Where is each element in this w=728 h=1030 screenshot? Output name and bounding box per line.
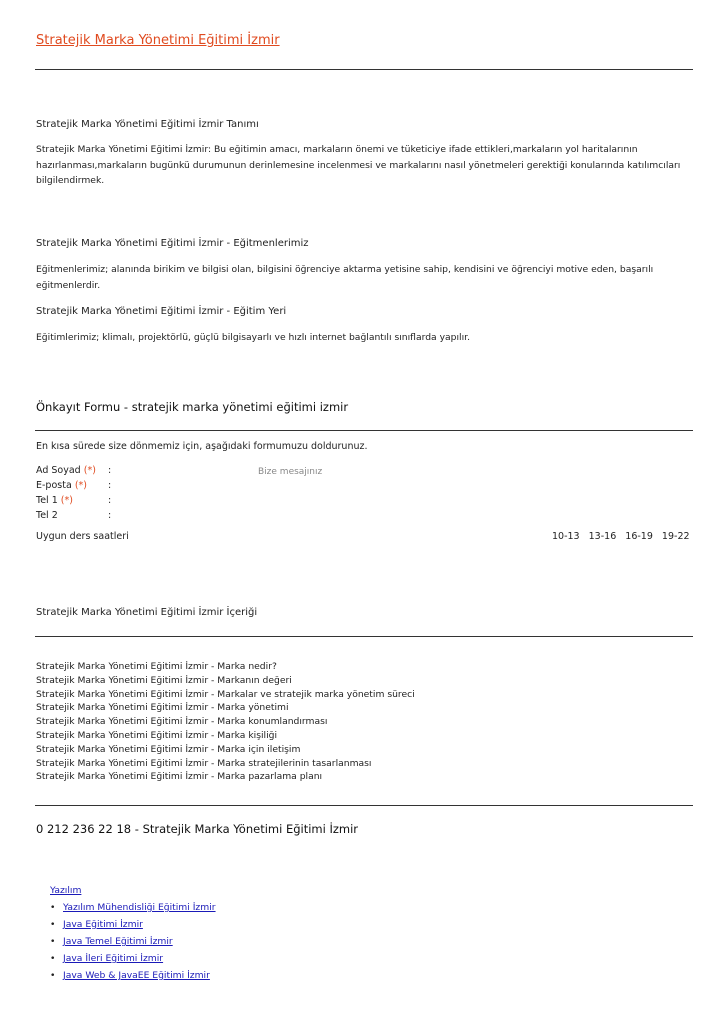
hour-option[interactable]: 16-19	[625, 531, 653, 542]
teachers-text: Eğitmenlerimiz; alanında birikim ve bilgisi olan, bilgisini öğrenciye aktarma yetisine sahip, kendisini ve öğrenciyi motive eden, başarılı eğitmenlerdir.	[36, 264, 654, 291]
footer-link[interactable]: Java Web & JavaEE Eğitimi İzmir	[63, 970, 210, 981]
definition-heading: Stratejik Marka Yönetimi Eğitimi İzmir Tanımı	[36, 119, 259, 130]
list-item: Stratejik Marka Yönetimi Eğitimi İzmir - Marka konumlandırması	[36, 716, 328, 728]
list-item: Stratejik Marka Yönetimi Eğitimi İzmir - Marka stratejilerinin tasarlanması	[36, 757, 372, 769]
footer-link-list	[50, 899, 216, 984]
footer-links	[50, 882, 216, 984]
colon: :	[108, 465, 112, 476]
contact-title: 0 212 236 22 18 - Stratejik Marka Yönetimi Eğitimi İzmir	[36, 822, 359, 836]
list-item: Stratejik Marka Yönetimi Eğitimi İzmir - Markanın değeri	[36, 674, 292, 686]
page-title-link[interactable]: Stratejik Marka Yönetimi Eğitimi İzmir	[36, 33, 280, 48]
message-textarea[interactable]: Bize mesajınız	[258, 467, 323, 477]
colon: :	[108, 480, 112, 491]
footer-link[interactable]: Java Eğitimi İzmir	[63, 919, 143, 930]
list-item: Stratejik Marka Yönetimi Eğitimi İzmir - Marka pazarlama planı	[36, 771, 323, 783]
divider	[35, 805, 693, 806]
hour-option[interactable]: 13-16	[588, 531, 617, 542]
list-item: Stratejik Marka Yönetimi Eğitimi İzmir - Marka kişiliği	[36, 729, 278, 741]
contents-title: Stratejik Marka Yönetimi Eğitimi İzmir İçeriği	[36, 607, 258, 618]
form-intro: En kısa sürede size dönmemiz için, aşağıdaki formumuzu doldurunuz.	[36, 441, 368, 452]
footer-category-link[interactable]: Yazılım	[50, 885, 82, 896]
footer-link[interactable]: Yazılım Mühendisliği Eğitimi İzmir	[63, 902, 216, 913]
colon: :	[108, 495, 112, 506]
location-text: Eğitimlerimiz; klimalı, projektörlü, güçlü bilgisayarlı ve hızlı internet bağlantılı sınıflarda yapılır.	[36, 332, 470, 343]
name-label: Ad Soyad (*)	[36, 465, 96, 476]
tel2-label: Tel 2	[36, 510, 58, 521]
colon: :	[108, 510, 112, 521]
list-item	[50, 950, 216, 967]
list-item	[50, 916, 216, 933]
contents-list	[36, 660, 415, 784]
list-item: Stratejik Marka Yönetimi Eğitimi İzmir - Marka için iletişim	[36, 743, 301, 755]
hour-option[interactable]: 19-22	[661, 531, 690, 542]
hours-label: Uygun ders saatleri	[36, 531, 129, 542]
footer-link[interactable]: Java Temel Eğitimi İzmir	[63, 936, 173, 947]
email-label: E-posta (*)	[36, 480, 87, 491]
tel1-label: Tel 1 (*)	[36, 495, 73, 506]
divider	[35, 69, 693, 70]
location-heading: Stratejik Marka Yönetimi Eğitimi İzmir - Eğitim Yeri	[36, 306, 287, 317]
list-item: Stratejik Marka Yönetimi Eğitimi İzmir - Markalar ve stratejik marka yönetim süreci	[36, 688, 415, 700]
divider	[35, 430, 693, 431]
teachers-heading: Stratejik Marka Yönetimi Eğitimi İzmir - Eğitmenlerimiz	[36, 238, 309, 249]
divider	[35, 636, 693, 637]
list-item	[50, 967, 216, 984]
list-item: Stratejik Marka Yönetimi Eğitimi İzmir - Marka nedir?	[36, 661, 277, 672]
definition-text: Stratejik Marka Yönetimi Eğitimi İzmir: Bu eğitimin amacı, markaların önemi ve tüketiciye ifade ettikleri,markaların yol haritalarının hazırlanması,markaların bugünkü durumunun derinlemesine incelenmesi ve markalarını nasıl yönetmeleri gerektiği konularında katılımcıları bilgilendirmek.	[36, 144, 681, 186]
hours-options	[546, 531, 690, 542]
form-title: Önkayıt Formu - stratejik marka yönetimi eğitimi izmir	[36, 400, 349, 414]
hour-option[interactable]: 10-13	[552, 531, 580, 542]
list-item: Stratejik Marka Yönetimi Eğitimi İzmir - Marka yönetimi	[36, 702, 289, 714]
list-item	[50, 899, 216, 916]
footer-link[interactable]: Java İleri Eğitimi İzmir	[63, 953, 164, 964]
list-item	[50, 933, 216, 950]
